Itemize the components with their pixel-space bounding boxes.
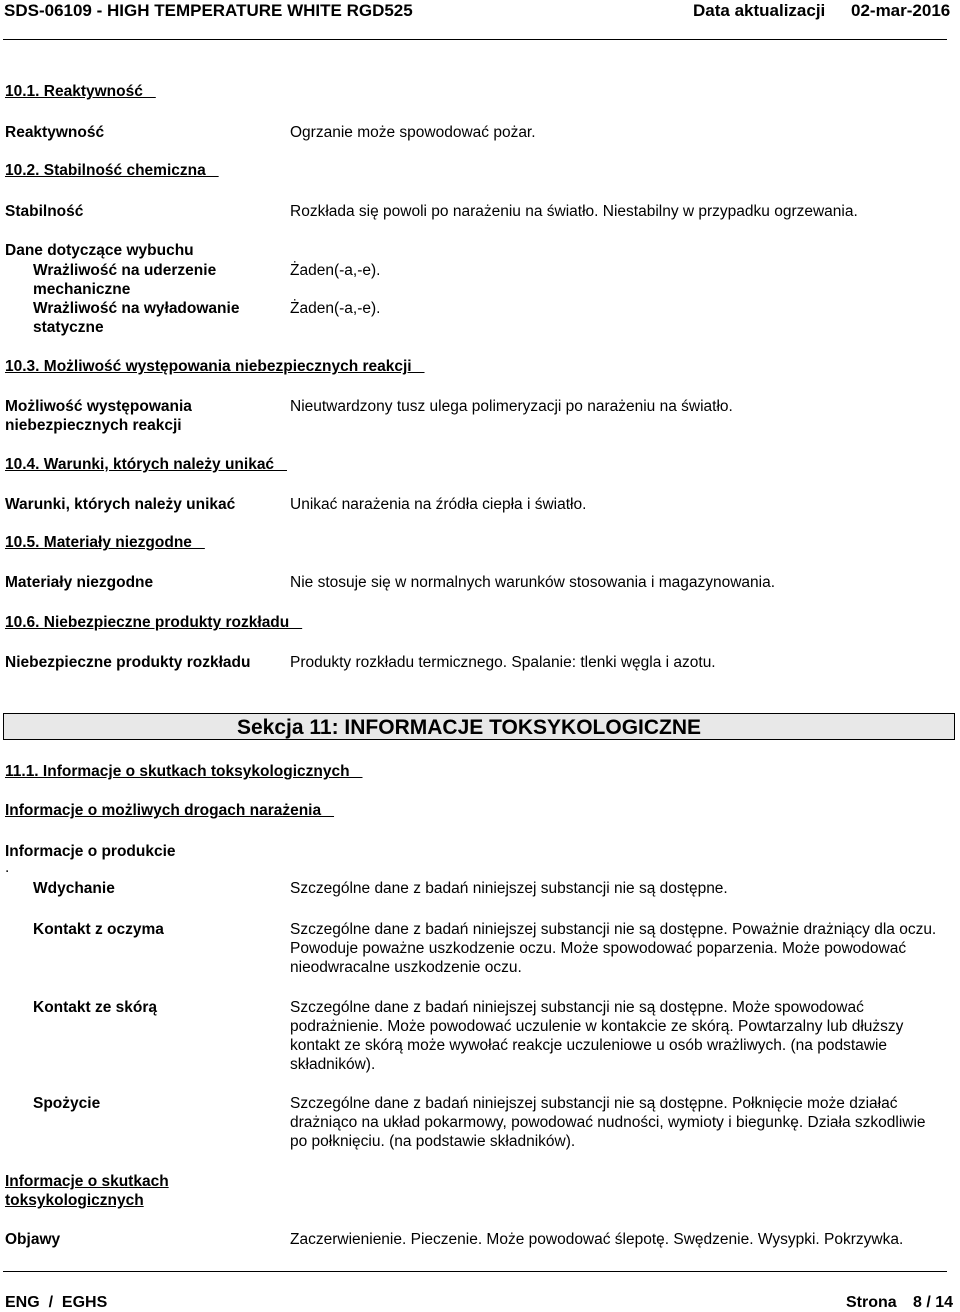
section-10-4-heading: 10.4. Warunki, których należy unikać xyxy=(5,456,287,473)
section-10-2-heading: 10.2. Stabilność chemiczna xyxy=(5,162,219,179)
reactivity-value: Ogrzanie może spowodować pożar. xyxy=(290,124,536,141)
stability-value: Rozkłada się powoli po narażeniu na światło. Niestabilny w przypadku ogrzewania. xyxy=(290,203,858,220)
section-10-3-heading: 10.3. Możliwość występowania niebezpiecznych reakcji xyxy=(5,358,425,375)
impact-sensitivity-value: Żaden(-a,-e). xyxy=(290,262,381,279)
footer-page-number: 8 / 14 xyxy=(913,1294,954,1311)
static-sensitivity-label: Wrażliwość na wyładowanie statyczne xyxy=(33,300,240,336)
hazardous-reactions-value: Nieutwardzony tusz ulega polimeryzacji po narażeniu na światło. xyxy=(290,398,733,415)
exposure-routes-heading: Informacje o możliwych drogach narażenia xyxy=(5,802,335,819)
sds-title: SDS-06109 - HIGH TEMPERATURE WHITE RGD525 xyxy=(4,1,413,20)
explosion-data-label: Dane dotyczące wybuchu xyxy=(5,242,194,259)
section-11-1-heading: 11.1. Informacje o skutkach toksykologicznych xyxy=(5,763,363,780)
symptoms-label: Objawy xyxy=(5,1231,61,1248)
footer-rule xyxy=(3,1271,947,1272)
impact-sensitivity-label: Wrażliwość na uderzenie mechaniczne xyxy=(33,262,217,298)
inhalation-value: Szczególne dane z badań niniejszej substancji nie są dostępne. xyxy=(290,880,728,897)
conditions-to-avoid-value: Unikać narażenia na źródła ciepła i światło. xyxy=(290,496,587,513)
stability-label: Stabilność xyxy=(5,203,84,220)
eye-contact-value: Szczególne dane z badań niniejszej substancji nie są dostępne. Poważnie drażniący dla oczu. Powoduje poważne uszkodzenie oczu. Może spowodować poparzenia. Może powodować nieodwracalne uszkodzenie oczu. xyxy=(290,921,937,976)
header-rule xyxy=(3,39,947,40)
section-10-6-heading: 10.6. Niebezpieczne produkty rozkładu xyxy=(5,614,303,631)
conditions-to-avoid-label: Warunki, których należy unikać xyxy=(5,496,236,513)
decomposition-products-value: Produkty rozkładu termicznego. Spalanie: tlenki węgla i azotu. xyxy=(290,654,716,671)
footer-page-label: Strona xyxy=(846,1294,897,1311)
ingestion-label: Spożycie xyxy=(33,1095,101,1112)
revision-date-label: Data aktualizacji xyxy=(693,1,826,20)
skin-contact-value: Szczególne dane z badań niniejszej substancji nie są dostępne. Może spowodować podrażnienie. Może powodować uczulenie w kontakcie ze skórą. Powtarzalny lub dłuższy kontakt ze skórą może wywołać reakcje uczuleniowe u osób wrażliwych. (na podstawie składników). xyxy=(290,999,904,1073)
product-info-label: Informacje o produkcie xyxy=(5,843,176,860)
inhalation-label: Wdychanie xyxy=(33,880,115,897)
section-11-title: Sekcja 11: INFORMACJE TOKSYKOLOGICZNE xyxy=(237,716,702,739)
skin-contact-label: Kontakt ze skórą xyxy=(33,999,158,1016)
hazardous-reactions-label: Możliwość występowania niebezpiecznych reakcji xyxy=(5,398,192,434)
incompatible-materials-value: Nie stosuje się w normalnych warunków stosowania i magazynowania. xyxy=(290,574,776,591)
toxicological-effects-heading: Informacje o skutkach toksykologicznych xyxy=(5,1173,169,1209)
symptoms-value: Zaczerwienienie. Pieczenie. Może powodować ślepotę. Swędzenie. Wysypki. Pokrzywka. xyxy=(290,1231,904,1248)
static-sensitivity-value: Żaden(-a,-e). xyxy=(290,300,381,317)
product-info-dot: . xyxy=(5,859,10,876)
section-10-1-heading: 10.1. Reaktywność xyxy=(5,83,156,100)
incompatible-materials-label: Materiały niezgodne xyxy=(5,574,154,591)
section-10-5-heading: 10.5. Materiały niezgodne xyxy=(5,534,205,551)
decomposition-products-label: Niebezpieczne produkty rozkładu xyxy=(5,654,251,671)
reactivity-label: Reaktywność xyxy=(5,124,105,141)
section-11-banner xyxy=(3,713,955,740)
footer-format: ENG / EGHS xyxy=(5,1294,108,1311)
revision-date-value: 02-mar-2016 xyxy=(851,1,951,20)
eye-contact-label: Kontakt z oczyma xyxy=(33,921,164,938)
ingestion-value: Szczególne dane z badań niniejszej substancji nie są dostępne. Połknięcie może działać drażniąco na układ pokarmowy, powodować nudności, wymioty i biegunkę. Działa szkodliwie po połknięciu. (na podstawie składników). xyxy=(290,1095,926,1150)
